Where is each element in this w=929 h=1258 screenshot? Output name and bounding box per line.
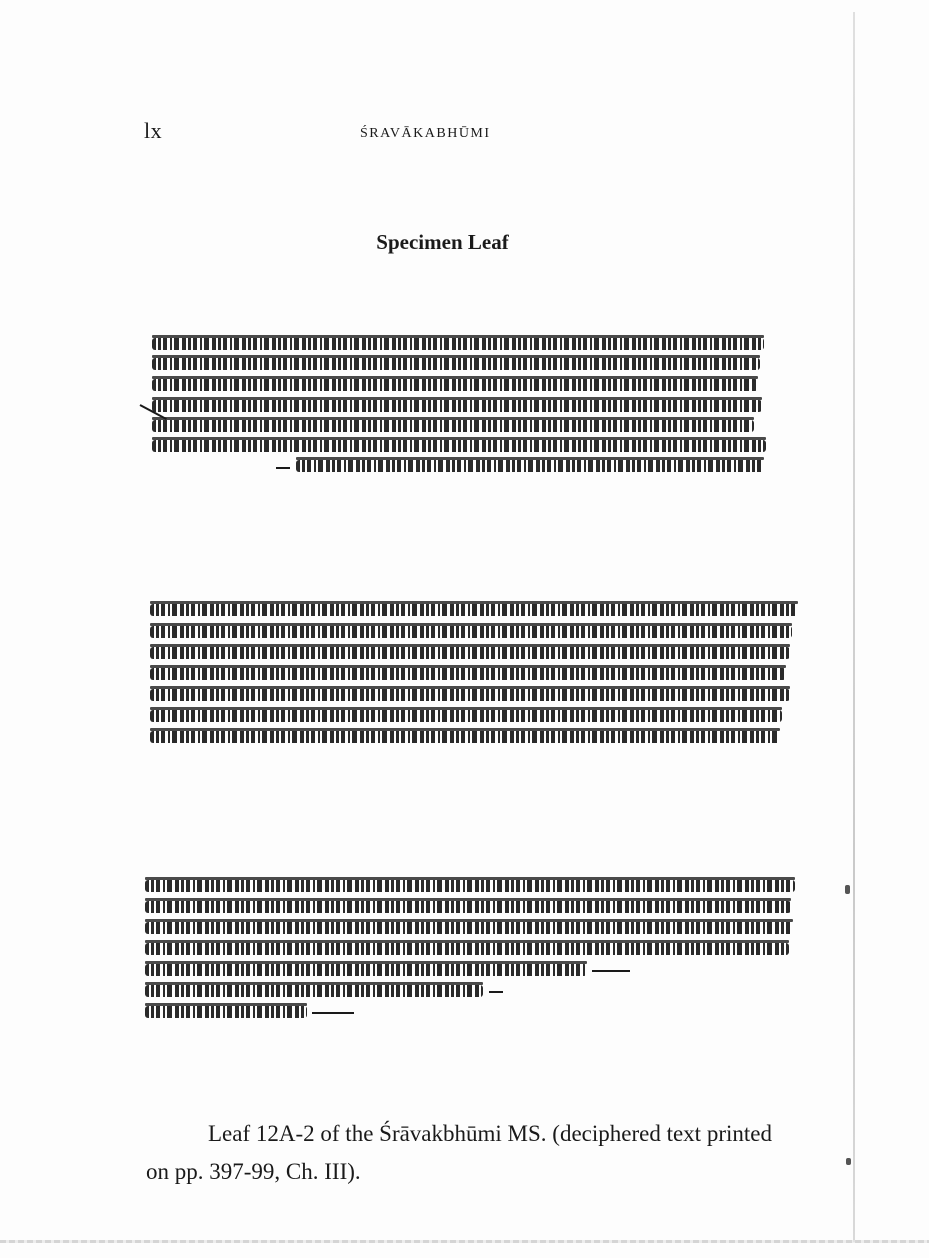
manuscript-line xyxy=(150,689,790,701)
manuscript-line xyxy=(152,440,766,452)
manuscript-line xyxy=(150,710,782,722)
manuscript-dash xyxy=(312,1012,354,1014)
manuscript-line xyxy=(152,358,760,370)
manuscript-line xyxy=(145,880,795,892)
manuscript-dash xyxy=(489,991,503,993)
page-number: lx xyxy=(144,118,163,143)
manuscript-line xyxy=(152,379,758,391)
manuscript-line xyxy=(145,943,789,955)
specimen-title: Specimen Leaf xyxy=(376,230,509,254)
manuscript-line xyxy=(152,338,764,350)
figure-caption: Leaf 12A-2 of the Śrāvakbhūmi MS. (deciphered text printed on pp. 397-99, Ch. III). xyxy=(146,1121,772,1184)
margin-mark xyxy=(846,1158,851,1165)
running-head: ŚRAVĀKABHŪMI xyxy=(360,126,491,141)
manuscript-line xyxy=(145,1006,307,1018)
manuscript-line xyxy=(150,604,798,616)
manuscript-line xyxy=(152,420,754,432)
manuscript-line xyxy=(145,964,587,976)
manuscript-line xyxy=(150,647,790,659)
page-bottom-edge xyxy=(0,1240,929,1243)
manuscript-line xyxy=(145,901,791,913)
manuscript-line xyxy=(150,731,780,743)
manuscript-dash xyxy=(592,970,630,972)
manuscript-line xyxy=(150,626,792,638)
margin-mark xyxy=(845,885,850,894)
manuscript-line xyxy=(145,922,793,934)
page-edge-shadow xyxy=(853,12,855,1242)
manuscript-line xyxy=(296,460,764,472)
manuscript-line xyxy=(145,985,483,997)
manuscript-line xyxy=(152,400,762,412)
manuscript-dash xyxy=(276,467,290,469)
manuscript-line xyxy=(150,668,786,680)
